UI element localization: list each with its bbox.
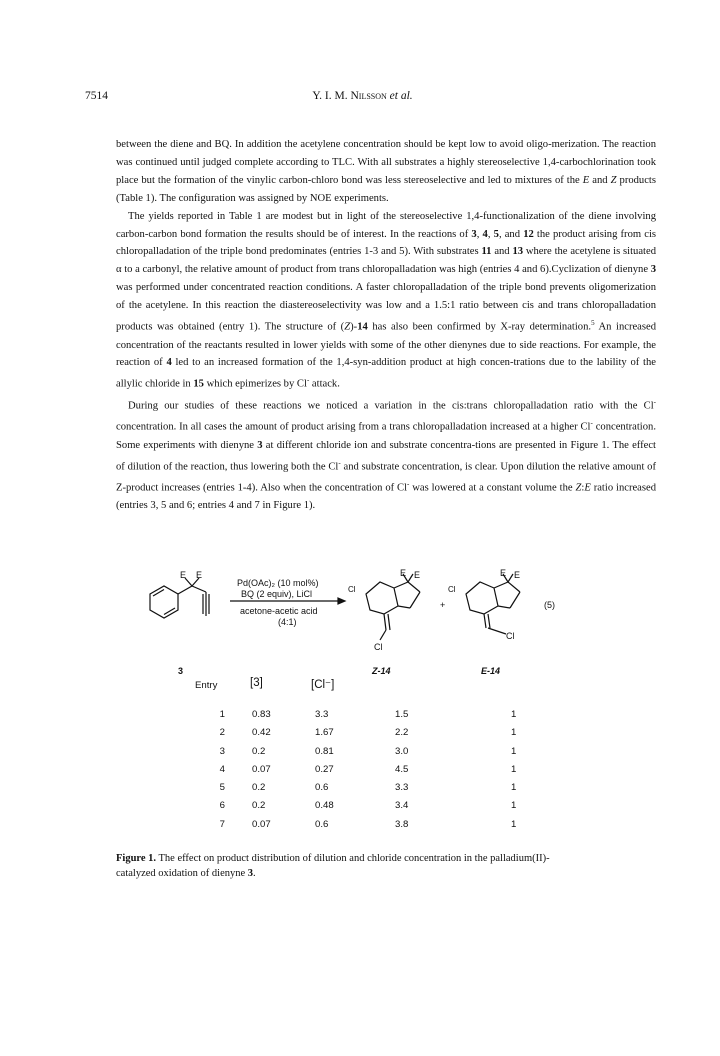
cell-e-ratio: 1 <box>511 782 517 794</box>
text-run: and substrate concentration, is clear. Upon dilution the relative amount of Z-product increases (entries 1-4). Also when the concentration of Cl <box>116 461 656 494</box>
cell-chloride-conc: 3.3 <box>315 709 329 720</box>
product-e-structure <box>466 574 520 634</box>
paragraph-1 <box>116 136 656 208</box>
cell-chloride-conc: 0.6 <box>315 818 329 830</box>
paragraph-2 <box>116 208 656 394</box>
substituent-label: E <box>514 570 521 580</box>
cell-chloride-conc: 1.67 <box>315 727 334 739</box>
cell-substrate-conc: 0.42 <box>252 727 271 739</box>
text-run: E <box>584 482 591 494</box>
text-run: 4 <box>482 228 488 240</box>
substituent-label: E <box>414 570 421 580</box>
table-body <box>195 709 575 837</box>
text-run: 13 <box>512 246 524 258</box>
cell-substrate-conc: 0.2 <box>252 745 266 757</box>
text-run: , <box>487 228 494 240</box>
text-run: has also been confirmed by X-ray determination. <box>367 321 592 333</box>
text-run: 14 <box>357 321 368 333</box>
reaction-scheme <box>140 568 600 678</box>
cell-entry: 7 <box>219 818 225 830</box>
equation-number: (5) <box>544 600 555 610</box>
table-row <box>195 782 575 800</box>
substrate-structure <box>150 578 209 618</box>
cell-chloride-conc: 0.48 <box>315 800 334 812</box>
cell-chloride-conc: 0.81 <box>315 745 334 757</box>
cell-substrate-conc: 0.07 <box>252 818 271 830</box>
text-run: 11 <box>481 246 492 258</box>
text-run: where the acetylene is situated α to a carbonyl, the relative amount of product from trans chloropalladation was high (entries 4 and 6).Cyclization of dienyne <box>116 246 657 276</box>
cell-substrate-conc: 0.2 <box>252 800 266 812</box>
table-row <box>195 764 575 782</box>
text-run: 4 <box>166 357 172 369</box>
solvent-line-2: (4:1) <box>278 617 297 627</box>
chloro-label: Cl <box>448 585 456 594</box>
text-run: products (Table 1). The configuration was assigned by NOE experiments. <box>116 174 657 204</box>
cell-entry: 3 <box>219 745 225 757</box>
cell-z-ratio: 3.4 <box>395 800 409 812</box>
cell-z-ratio: 1.5 <box>395 709 409 720</box>
text-run: - <box>590 419 593 428</box>
column-header-substrate: [3] <box>250 677 263 689</box>
text-run: concentration. Some experiments with dienyne <box>116 421 656 451</box>
figure-label: Figure 1. <box>116 853 157 864</box>
column-header-entry: Entry <box>195 680 218 691</box>
cell-e-ratio: 1 <box>511 709 517 720</box>
compound-label-z14: Z-14 <box>372 666 391 676</box>
paragraph-3 <box>116 394 656 516</box>
text-run: was performed under concentrated reaction conditions. A faster chloropalladation of the triple bond prevents oligomerization of the acetylene. In this reaction the diastereoselectivity was low and a 1.5:1 ratio between cis and trans chloropalladation products was obtained (entry 1). The structure of ( <box>116 282 656 333</box>
cell-substrate-conc: 0.07 <box>252 763 271 775</box>
text-run: the product arising from cis chloropalladation of the triple bond predominates (entries 1-3 and 5). With substrates <box>116 228 657 258</box>
cell-z-ratio: 3.0 <box>395 745 409 757</box>
text-run: - <box>653 397 656 406</box>
chloro-label: Cl <box>506 631 515 641</box>
text-run: - <box>407 479 410 488</box>
cell-entry: 6 <box>219 800 225 812</box>
text-run: and <box>589 174 611 186</box>
cell-e-ratio: 1 <box>511 800 517 812</box>
text-run: : <box>581 482 585 494</box>
compound-label-3: 3 <box>178 666 184 676</box>
text-run: which epimerizes by Cl <box>203 378 307 390</box>
reagent-line-1: Pd(OAc)₂ (10 mol%) <box>237 578 319 588</box>
compound-label-e14: E-14 <box>481 666 501 676</box>
text-run: 5 <box>493 228 499 240</box>
text-run: , <box>476 228 483 240</box>
text-run: - <box>338 458 341 467</box>
chloro-label: Cl <box>374 642 383 652</box>
reagent-line-2: BQ (2 equiv), LiCl <box>241 589 313 599</box>
author-name: Nilsson <box>350 90 387 102</box>
text-run: An increased concentration of the reactants resulted in lower yields with some of the other dienynes due to side reactions. For example, the reaction of <box>116 321 656 369</box>
text-run: attack. <box>309 378 340 390</box>
text-run: Z <box>575 482 582 494</box>
cell-z-ratio: 3.3 <box>395 782 409 794</box>
text-run: was lowered at a constant volume the <box>409 482 576 494</box>
cell-chloride-conc: 0.6 <box>315 782 329 794</box>
table-row <box>195 709 575 727</box>
text-run: 12 <box>523 228 534 240</box>
body-text <box>116 136 656 515</box>
text-run: 3 <box>471 228 477 240</box>
text-run: between the diene and BQ. In addition the acetylene concentration should be kept low to avoid oligo-merization. The reaction was continued until judged complete according to TLC. With all substrates a highly stereoselective 1,4-carbochlorination took place but the formation of the vinylic carbon-chloro bond was less stereoselective and led to mixtures of the <box>116 139 656 186</box>
substituent-label: E <box>400 568 407 578</box>
cell-e-ratio: 1 <box>511 818 517 830</box>
cell-substrate-conc: 0.83 <box>252 709 271 720</box>
solvent-line-1: acetone-acetic acid <box>240 606 318 616</box>
text-run: ratio increased (entries 3, 5 and 6; entries 4 and 7 in Figure 1). <box>116 482 656 512</box>
plus-sign: + <box>440 600 446 610</box>
cell-z-ratio: 4.5 <box>395 763 409 775</box>
cell-entry: 1 <box>219 709 225 720</box>
substituent-label: E <box>500 568 507 578</box>
column-header-chloride: [Cl⁻] <box>311 679 335 691</box>
text-run: - <box>306 376 310 385</box>
text-run: The yields reported in Table 1 are modest but in light of the stereoselective 1,4-functionalization of the diene involving carbon-carbon bond formation the results should be of interest. In the reactions of <box>116 210 656 240</box>
table-row <box>195 727 575 745</box>
text-run: led to an increased formation of the 1,4-syn-addition product at high concen-trations due to the lability of the allylic chloride in <box>116 357 656 390</box>
product-z-structure <box>366 574 420 640</box>
cell-entry: 5 <box>219 782 225 794</box>
cell-z-ratio: 3.8 <box>395 818 409 830</box>
running-header <box>85 90 640 106</box>
cell-e-ratio: 1 <box>511 763 517 775</box>
text-run: During our studies of these reactions we noticed a variation in the cis:trans chloropalladation ratio with the Cl <box>128 400 654 412</box>
text-run: )- <box>350 321 358 333</box>
cell-chloride-conc: 0.27 <box>315 763 334 775</box>
cell-z-ratio: 2.2 <box>395 727 409 739</box>
text-run: 5 <box>591 319 595 328</box>
table-row <box>195 746 575 764</box>
cell-e-ratio: 1 <box>511 727 517 739</box>
table-header <box>195 676 575 696</box>
page-number: 7514 <box>85 90 108 102</box>
cell-substrate-conc: 0.2 <box>252 782 266 794</box>
figure-caption: Figure 1. The effect on product distribution of dilution and chloride concentration in the palladium(II)-catalyzed oxidation of dienyne 3. <box>116 853 550 879</box>
text-run: and <box>491 246 513 258</box>
text-run: concentration. In all cases the amount of product arising from a trans chloropalladation increased at a higher Cl <box>116 421 591 433</box>
text-run: Z <box>344 321 351 333</box>
text-run: at different chloride ion and substrate concentra-tions are presented in Figure 1. The effect of dilution of the reaction, thus lowering both the Cl <box>116 439 656 473</box>
cell-e-ratio: 1 <box>511 745 517 757</box>
text-run: 15 <box>193 378 204 390</box>
text-run: 3 <box>257 439 263 451</box>
text-run: , and <box>498 228 524 240</box>
chloro-label: Cl <box>348 585 356 594</box>
table-row <box>195 819 575 837</box>
text-run: Z <box>610 174 617 186</box>
cell-entry: 2 <box>219 727 225 739</box>
text-run: E <box>582 174 590 186</box>
cell-entry: 4 <box>219 763 225 775</box>
substituent-label: E <box>196 570 203 580</box>
text-run: 3 <box>650 264 656 276</box>
substituent-label: E <box>180 570 187 580</box>
table-row <box>195 800 575 818</box>
running-title: Y. I. M. Nilsson et al. <box>312 90 413 102</box>
